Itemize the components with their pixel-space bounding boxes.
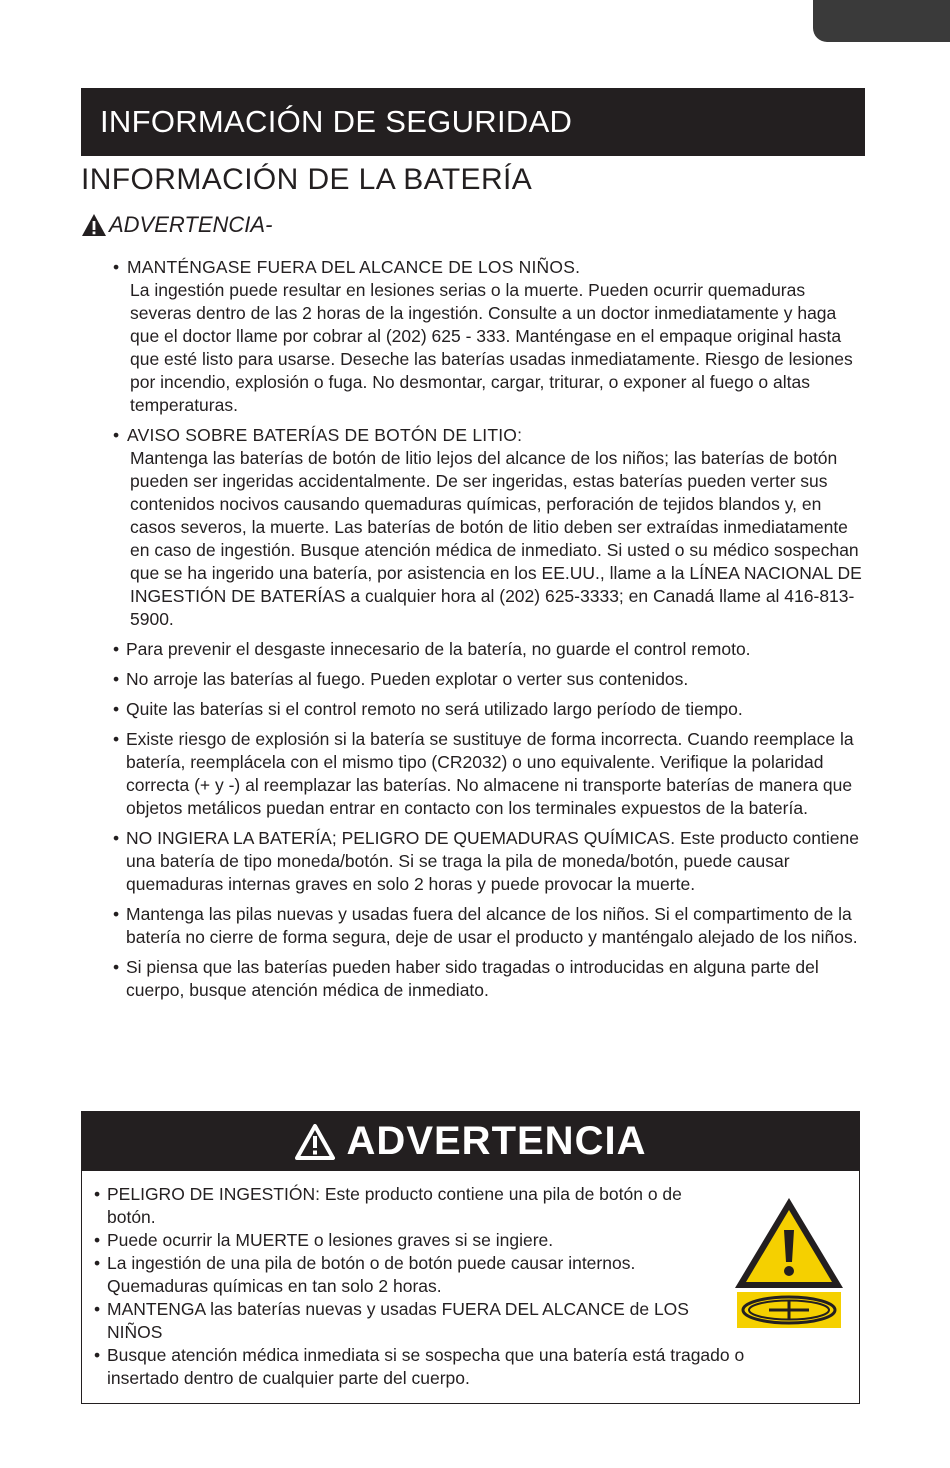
bullet-dot: • (113, 425, 120, 445)
warning-triangle-icon (81, 213, 107, 237)
list-item-text: NO INGIERA LA BATERÍA; PELIGRO DE QUEMADURAS QUÍMICAS. Este producto contiene una batería de tipo moneda/botón. Si se traga la pila de moneda/botón, puede causar quemaduras internas graves en solo 2 horas y puede provocar la muerte. (126, 828, 859, 894)
warning-body: Mantenga las baterías de botón de litio lejos del alcance de los niños; las baterías de botón pueden ser ingeridas accidentalmente. De ser ingeridas, estas baterías pueden verter sus contenidos nocivos causando quemaduras químicas, perforación de tejidos blandos y, en casos severos, la muerte. Las baterías de botón de litio deben ser extraídas inmediatamente en caso de ingestión. Busque atención médica de inmediato. Si usted o su médico sospechan que se ha ingerido una batería, por asistencia en los EE.UU., llame a la LÍNEA NACIONAL DE INGESTIÓN DE BATERÍAS a cualquier hora al (202) 625-3333; en Canadá llame al 416-813-5900. (130, 448, 862, 629)
battery-hazard-icon (733, 1194, 845, 1330)
warning-box-body (82, 1171, 859, 1390)
bullet-dot: • (113, 828, 120, 848)
list-item-text: Para prevenir el desgaste innecesario de la batería, no guarde el control remoto. (126, 639, 751, 659)
list-item (94, 1298, 734, 1344)
list-item-text: Quite las baterías si el control remoto no será utilizado largo período de tiempo. (126, 699, 743, 719)
list-item (113, 728, 863, 820)
warning-heading: MANTÉNGASE FUERA DEL ALCANCE DE LOS NIÑOS. (127, 257, 581, 277)
bullet-dot: • (113, 729, 120, 749)
warning-block (113, 424, 863, 631)
list-item-text: Si piensa que las baterías pueden haber sido tragadas o introducidas en alguna parte del cuerpo, busque atención médica de inmediato. (126, 957, 819, 1000)
bullet-dot: • (94, 1253, 101, 1273)
warning-triangle-icon (295, 1124, 335, 1160)
list-item (94, 1344, 774, 1390)
bullet-dot: • (113, 669, 120, 689)
warning-box-title: ADVERTENCIA (346, 1119, 647, 1163)
list-item (113, 903, 863, 949)
list-item (113, 638, 863, 661)
list-item-text: Mantenga las pilas nuevas y usadas fuera del alcance de los niños. Si el compartimento de la batería no cierre de forma segura, deje de usar el producto y manténgalo alejado de los niños. (126, 904, 858, 947)
warning-heading-row (113, 256, 863, 279)
banner-title: INFORMACIÓN DE SEGURIDAD (100, 104, 573, 139)
bullet-dot: • (94, 1299, 101, 1319)
bullet-dot: • (94, 1184, 101, 1204)
list-item-text: Existe riesgo de explosión si la batería se sustituye de forma incorrecta. Cuando reemplace la batería, reemplácela con el mismo tipo (CR2032) o uno equivalente. Verifique la polaridad correcta (+ y -) al reemplazar las baterías. No almacene ni transporte baterías de manera que objetos metálicos puedan entrar en contacto con los terminales expuestos de la batería. (126, 729, 854, 818)
list-item-text: No arroje las baterías al fuego. Pueden explotar o verter sus contenidos. (126, 669, 689, 689)
bullet-dot: • (113, 904, 120, 924)
list-item-text: Busque atención médica inmediata si se sospecha que una batería está tragado o insertado dentro de cualquier parte del cuerpo. (107, 1345, 745, 1388)
list-item-text: MANTENGA las baterías nuevas y usadas FUERA DEL ALCANCE de LOS NIÑOS (107, 1299, 689, 1342)
battery-warning-list (113, 256, 863, 1009)
list-item-text: PELIGRO DE INGESTIÓN: Este producto contiene una pila de botón o de botón. (107, 1184, 682, 1227)
bullet-dot: • (94, 1345, 101, 1365)
warning-block (113, 256, 863, 417)
bullet-dot: • (94, 1230, 101, 1250)
list-item (94, 1252, 734, 1298)
list-item (94, 1229, 734, 1252)
list-item (113, 698, 863, 721)
warning-label-row (81, 210, 272, 240)
bullet-dot: • (113, 957, 120, 977)
list-item-text: Puede ocurrir la MUERTE o lesiones graves si se ingiere. (107, 1230, 554, 1250)
warning-label: ADVERTENCIA- (109, 212, 273, 237)
warning-body: La ingestión puede resultar en lesiones serias o la muerte. Pueden ocurrir quemaduras severas dentro de las 2 horas de la ingestión. Consulte a un doctor inmediatamente y haga que el doctor llame por cobrar al (202) 625 - 333. Manténgase en el empaque original hasta que esté listo para usarse. Deseche las baterías usadas inmediatamente. Riesgo de lesiones por incendio, explosión o fuga. No desmontar, cargar, triturar, o exponer al fuego o altas temperaturas. (130, 280, 853, 415)
section-banner (81, 88, 865, 156)
list-item (113, 956, 863, 1002)
bullet-dot: • (113, 639, 120, 659)
page-title: INFORMACIÓN DE LA BATERÍA (81, 163, 533, 196)
page-tab (813, 0, 950, 42)
warning-heading: AVISO SOBRE BATERÍAS DE BOTÓN DE LITIO: (127, 425, 523, 445)
list-item (113, 827, 863, 896)
bullet-dot: • (113, 699, 120, 719)
list-item-text: La ingestión de una pila de botón o de botón puede causar internos. Quemaduras químicas en tan solo 2 horas. (107, 1253, 636, 1296)
list-item (113, 668, 863, 691)
warning-box (81, 1111, 860, 1404)
bullet-dot: • (113, 257, 120, 277)
warning-heading-row (113, 424, 863, 447)
list-item (94, 1183, 734, 1229)
warning-box-header (82, 1112, 859, 1171)
